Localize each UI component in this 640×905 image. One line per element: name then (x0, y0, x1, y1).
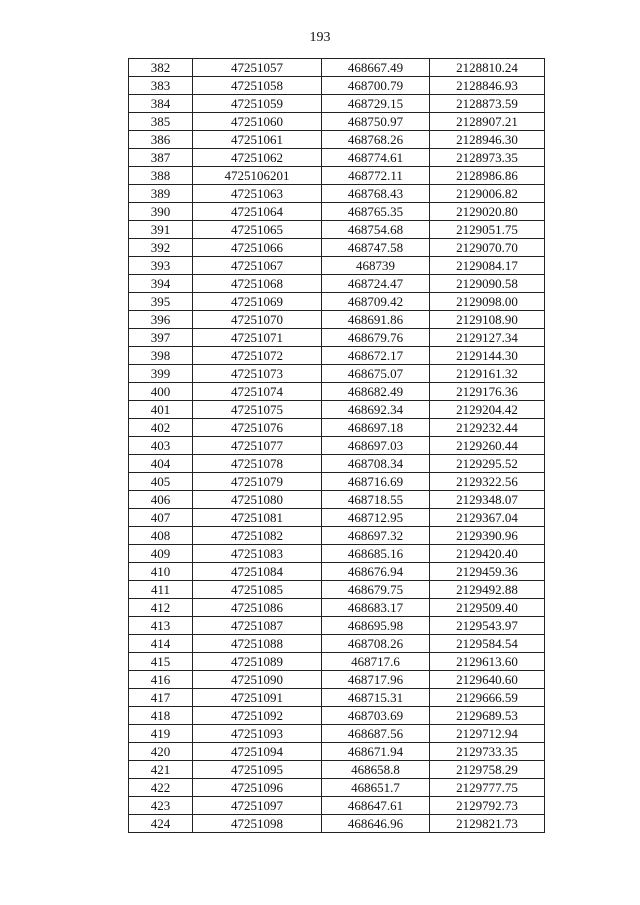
point-id-cell: 47251062 (193, 149, 322, 167)
point-number-cell: 413 (129, 617, 193, 635)
table-row (129, 617, 545, 635)
table-row (129, 779, 545, 797)
y-coordinate-cell: 2128810.24 (430, 59, 545, 77)
x-coordinate-cell: 468729.15 (322, 95, 430, 113)
x-coordinate-cell: 468692.34 (322, 401, 430, 419)
table-row (129, 635, 545, 653)
y-coordinate-cell: 2128907.21 (430, 113, 545, 131)
x-coordinate-cell: 468768.43 (322, 185, 430, 203)
x-coordinate-cell: 468679.75 (322, 581, 430, 599)
x-coordinate-cell: 468747.58 (322, 239, 430, 257)
x-coordinate-cell: 468700.79 (322, 77, 430, 95)
y-coordinate-cell: 2129020.80 (430, 203, 545, 221)
table-row (129, 347, 545, 365)
point-number-cell: 382 (129, 59, 193, 77)
point-id-cell: 47251074 (193, 383, 322, 401)
y-coordinate-cell: 2129090.58 (430, 275, 545, 293)
y-coordinate-cell: 2129390.96 (430, 527, 545, 545)
point-number-cell: 398 (129, 347, 193, 365)
point-id-cell: 47251065 (193, 221, 322, 239)
point-number-cell: 386 (129, 131, 193, 149)
point-number-cell: 417 (129, 689, 193, 707)
table-row (129, 761, 545, 779)
point-number-cell: 423 (129, 797, 193, 815)
point-id-cell: 47251072 (193, 347, 322, 365)
table-row (129, 815, 545, 833)
point-id-cell: 47251069 (193, 293, 322, 311)
x-coordinate-cell: 468646.96 (322, 815, 430, 833)
x-coordinate-cell: 468671.94 (322, 743, 430, 761)
point-number-cell: 385 (129, 113, 193, 131)
y-coordinate-cell: 2129127.34 (430, 329, 545, 347)
x-coordinate-cell: 468716.69 (322, 473, 430, 491)
point-number-cell: 418 (129, 707, 193, 725)
table-row (129, 401, 545, 419)
table-row (129, 509, 545, 527)
x-coordinate-cell: 468739 (322, 257, 430, 275)
point-number-cell: 394 (129, 275, 193, 293)
y-coordinate-cell: 2129689.53 (430, 707, 545, 725)
table-row (129, 419, 545, 437)
x-coordinate-cell: 468658.8 (322, 761, 430, 779)
point-number-cell: 411 (129, 581, 193, 599)
point-id-cell: 47251080 (193, 491, 322, 509)
y-coordinate-cell: 2129492.88 (430, 581, 545, 599)
x-coordinate-cell: 468651.7 (322, 779, 430, 797)
point-id-cell: 47251063 (193, 185, 322, 203)
table-row (129, 563, 545, 581)
x-coordinate-cell: 468703.69 (322, 707, 430, 725)
point-number-cell: 387 (129, 149, 193, 167)
y-coordinate-cell: 2129613.60 (430, 653, 545, 671)
y-coordinate-cell: 2129232.44 (430, 419, 545, 437)
table-row (129, 311, 545, 329)
point-id-cell: 47251058 (193, 77, 322, 95)
y-coordinate-cell: 2129367.04 (430, 509, 545, 527)
table-row (129, 599, 545, 617)
point-id-cell: 47251085 (193, 581, 322, 599)
point-id-cell: 47251073 (193, 365, 322, 383)
y-coordinate-cell: 2129204.42 (430, 401, 545, 419)
point-number-cell: 409 (129, 545, 193, 563)
point-number-cell: 395 (129, 293, 193, 311)
point-id-cell: 47251092 (193, 707, 322, 725)
point-number-cell: 419 (129, 725, 193, 743)
x-coordinate-cell: 468687.56 (322, 725, 430, 743)
table-row (129, 491, 545, 509)
table-row (129, 653, 545, 671)
point-id-cell: 47251070 (193, 311, 322, 329)
table-row (129, 743, 545, 761)
x-coordinate-cell: 468715.31 (322, 689, 430, 707)
point-id-cell: 47251090 (193, 671, 322, 689)
point-number-cell: 393 (129, 257, 193, 275)
table-row (129, 203, 545, 221)
point-number-cell: 390 (129, 203, 193, 221)
table-row (129, 113, 545, 131)
point-number-cell: 405 (129, 473, 193, 491)
y-coordinate-cell: 2128846.93 (430, 77, 545, 95)
point-id-cell: 47251089 (193, 653, 322, 671)
table-row (129, 437, 545, 455)
table-row (129, 455, 545, 473)
table-row (129, 707, 545, 725)
y-coordinate-cell: 2129144.30 (430, 347, 545, 365)
y-coordinate-cell: 2129712.94 (430, 725, 545, 743)
table-row (129, 131, 545, 149)
coordinate-table-body (129, 59, 545, 833)
y-coordinate-cell: 2129509.40 (430, 599, 545, 617)
point-id-cell: 47251079 (193, 473, 322, 491)
y-coordinate-cell: 2129666.59 (430, 689, 545, 707)
x-coordinate-cell: 468717.96 (322, 671, 430, 689)
x-coordinate-cell: 468717.6 (322, 653, 430, 671)
table-row (129, 725, 545, 743)
x-coordinate-cell: 468683.17 (322, 599, 430, 617)
point-id-cell: 47251095 (193, 761, 322, 779)
table-row (129, 473, 545, 491)
table-row (129, 293, 545, 311)
y-coordinate-cell: 2129098.00 (430, 293, 545, 311)
y-coordinate-cell: 2129295.52 (430, 455, 545, 473)
y-coordinate-cell: 2129260.44 (430, 437, 545, 455)
point-number-cell: 422 (129, 779, 193, 797)
point-id-cell: 47251078 (193, 455, 322, 473)
point-id-cell: 47251060 (193, 113, 322, 131)
point-id-cell: 47251059 (193, 95, 322, 113)
y-coordinate-cell: 2129084.17 (430, 257, 545, 275)
point-id-cell: 47251066 (193, 239, 322, 257)
point-number-cell: 424 (129, 815, 193, 833)
point-number-cell: 420 (129, 743, 193, 761)
point-number-cell: 402 (129, 419, 193, 437)
table-row (129, 581, 545, 599)
y-coordinate-cell: 2129584.54 (430, 635, 545, 653)
x-coordinate-cell: 468672.17 (322, 347, 430, 365)
point-id-cell: 47251093 (193, 725, 322, 743)
table-row (129, 365, 545, 383)
point-id-cell: 47251076 (193, 419, 322, 437)
x-coordinate-cell: 468647.61 (322, 797, 430, 815)
table-row (129, 239, 545, 257)
point-number-cell: 404 (129, 455, 193, 473)
point-id-cell: 4725106201 (193, 167, 322, 185)
y-coordinate-cell: 2128873.59 (430, 95, 545, 113)
table-row (129, 527, 545, 545)
x-coordinate-cell: 468750.97 (322, 113, 430, 131)
point-id-cell: 47251068 (193, 275, 322, 293)
table-row (129, 545, 545, 563)
x-coordinate-cell: 468691.86 (322, 311, 430, 329)
point-id-cell: 47251098 (193, 815, 322, 833)
point-number-cell: 389 (129, 185, 193, 203)
point-id-cell: 47251077 (193, 437, 322, 455)
x-coordinate-cell: 468718.55 (322, 491, 430, 509)
x-coordinate-cell: 468765.35 (322, 203, 430, 221)
point-number-cell: 399 (129, 365, 193, 383)
x-coordinate-cell: 468675.07 (322, 365, 430, 383)
y-coordinate-cell: 2129459.36 (430, 563, 545, 581)
point-number-cell: 400 (129, 383, 193, 401)
x-coordinate-cell: 468774.61 (322, 149, 430, 167)
table-row (129, 275, 545, 293)
table-row (129, 95, 545, 113)
y-coordinate-cell: 2129348.07 (430, 491, 545, 509)
x-coordinate-cell: 468685.16 (322, 545, 430, 563)
x-coordinate-cell: 468697.03 (322, 437, 430, 455)
x-coordinate-cell: 468679.76 (322, 329, 430, 347)
point-number-cell: 406 (129, 491, 193, 509)
point-number-cell: 396 (129, 311, 193, 329)
point-number-cell: 401 (129, 401, 193, 419)
point-id-cell: 47251083 (193, 545, 322, 563)
point-id-cell: 47251097 (193, 797, 322, 815)
table-row (129, 77, 545, 95)
table-row (129, 221, 545, 239)
coordinate-table (128, 58, 545, 833)
point-id-cell: 47251088 (193, 635, 322, 653)
point-id-cell: 47251084 (193, 563, 322, 581)
table-row (129, 671, 545, 689)
x-coordinate-cell: 468708.34 (322, 455, 430, 473)
table-row (129, 185, 545, 203)
x-coordinate-cell: 468772.11 (322, 167, 430, 185)
point-number-cell: 421 (129, 761, 193, 779)
y-coordinate-cell: 2129792.73 (430, 797, 545, 815)
y-coordinate-cell: 2129070.70 (430, 239, 545, 257)
point-number-cell: 392 (129, 239, 193, 257)
point-id-cell: 47251064 (193, 203, 322, 221)
point-number-cell: 407 (129, 509, 193, 527)
point-number-cell: 412 (129, 599, 193, 617)
y-coordinate-cell: 2129006.82 (430, 185, 545, 203)
table-row (129, 329, 545, 347)
table-row (129, 689, 545, 707)
point-number-cell: 403 (129, 437, 193, 455)
y-coordinate-cell: 2129108.90 (430, 311, 545, 329)
table-row (129, 257, 545, 275)
table-row (129, 149, 545, 167)
point-number-cell: 416 (129, 671, 193, 689)
table-row (129, 167, 545, 185)
point-number-cell: 414 (129, 635, 193, 653)
point-id-cell: 47251082 (193, 527, 322, 545)
point-number-cell: 391 (129, 221, 193, 239)
y-coordinate-cell: 2129051.75 (430, 221, 545, 239)
point-id-cell: 47251071 (193, 329, 322, 347)
x-coordinate-cell: 468709.42 (322, 293, 430, 311)
point-number-cell: 408 (129, 527, 193, 545)
y-coordinate-cell: 2129420.40 (430, 545, 545, 563)
y-coordinate-cell: 2129161.32 (430, 365, 545, 383)
point-number-cell: 410 (129, 563, 193, 581)
point-id-cell: 47251075 (193, 401, 322, 419)
x-coordinate-cell: 468682.49 (322, 383, 430, 401)
y-coordinate-cell: 2129543.97 (430, 617, 545, 635)
table-row (129, 383, 545, 401)
table-row (129, 797, 545, 815)
point-id-cell: 47251067 (193, 257, 322, 275)
point-id-cell: 47251087 (193, 617, 322, 635)
y-coordinate-cell: 2129640.60 (430, 671, 545, 689)
point-number-cell: 415 (129, 653, 193, 671)
point-id-cell: 47251086 (193, 599, 322, 617)
point-number-cell: 388 (129, 167, 193, 185)
y-coordinate-cell: 2128973.35 (430, 149, 545, 167)
x-coordinate-cell: 468712.95 (322, 509, 430, 527)
point-id-cell: 47251091 (193, 689, 322, 707)
y-coordinate-cell: 2128946.30 (430, 131, 545, 149)
table-row (129, 59, 545, 77)
point-number-cell: 383 (129, 77, 193, 95)
x-coordinate-cell: 468708.26 (322, 635, 430, 653)
point-id-cell: 47251057 (193, 59, 322, 77)
point-id-cell: 47251061 (193, 131, 322, 149)
x-coordinate-cell: 468697.32 (322, 527, 430, 545)
point-id-cell: 47251096 (193, 779, 322, 797)
x-coordinate-cell: 468667.49 (322, 59, 430, 77)
point-number-cell: 397 (129, 329, 193, 347)
x-coordinate-cell: 468754.68 (322, 221, 430, 239)
x-coordinate-cell: 468676.94 (322, 563, 430, 581)
y-coordinate-cell: 2129777.75 (430, 779, 545, 797)
y-coordinate-cell: 2129821.73 (430, 815, 545, 833)
y-coordinate-cell: 2128986.86 (430, 167, 545, 185)
y-coordinate-cell: 2129322.56 (430, 473, 545, 491)
point-number-cell: 384 (129, 95, 193, 113)
x-coordinate-cell: 468768.26 (322, 131, 430, 149)
x-coordinate-cell: 468724.47 (322, 275, 430, 293)
page-number: 193 (309, 30, 331, 45)
x-coordinate-cell: 468697.18 (322, 419, 430, 437)
x-coordinate-cell: 468695.98 (322, 617, 430, 635)
y-coordinate-cell: 2129758.29 (430, 761, 545, 779)
point-id-cell: 47251081 (193, 509, 322, 527)
point-id-cell: 47251094 (193, 743, 322, 761)
y-coordinate-cell: 2129733.35 (430, 743, 545, 761)
y-coordinate-cell: 2129176.36 (430, 383, 545, 401)
